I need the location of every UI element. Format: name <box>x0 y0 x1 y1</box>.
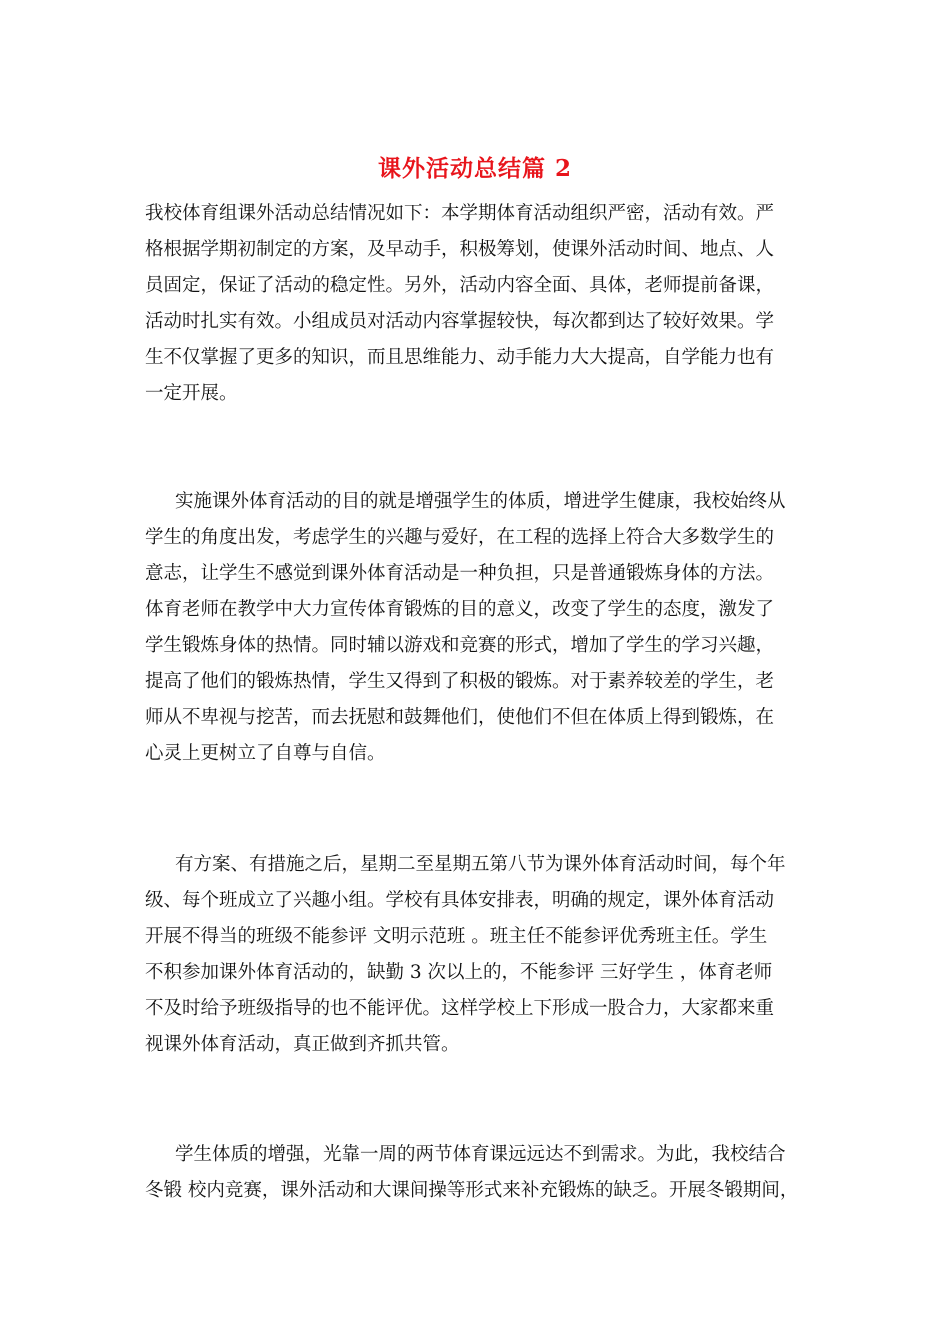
paragraph-line: 学生体质的增强，光靠一周的两节体育课远远达不到需求。为此，我校结合 <box>175 1144 786 1165</box>
paragraph-line: 不积参加课外体育活动的，缺勤 3 次以上的，不能参评 三好学生 ，体育老师 <box>145 962 773 983</box>
document-title: 课外活动总结篇 2 <box>377 155 572 182</box>
paragraph-line: 开展不得当的班级不能参评 文明示范班 。班主任不能参评优秀班主任。学生 <box>145 926 768 947</box>
paragraph-line: 活动时扎实有效。小组成员对活动内容掌握较快，每次都到达了较好效果。学 <box>145 311 775 332</box>
paragraph-line: 学生的角度出发，考虑学生的兴趣与爱好，在工程的选择上符合大多数学生的 <box>145 527 775 548</box>
paragraph-line: 意志，让学生不感觉到课外体育活动是一种负担，只是普通锻炼身体的方法。 <box>145 563 775 584</box>
paragraph-line: 格根据学期初制定的方案，及早动手，积极筹划，使课外活动时间、地点、人 <box>145 239 775 260</box>
paragraph-line: 实施课外体育活动的目的就是增强学生的体质，增进学生健康，我校始终从 <box>175 491 786 512</box>
paragraph-line: 员固定，保证了活动的稳定性。另外，活动内容全面、具体，老师提前备课， <box>145 275 775 296</box>
paragraph-line: 不及时给予班级指导的也不能评优。这样学校上下形成一股合力，大家都来重 <box>145 998 775 1019</box>
paragraph-3 <box>145 847 815 1063</box>
paragraph-line: 师从不卑视与挖苦，而去抚慰和鼓舞他们，使他们不但在体质上得到锻炼，在 <box>145 707 775 728</box>
paragraph-line: 体育老师在教学中大力宣传体育锻炼的目的意义，改变了学生的态度，激发了 <box>145 599 775 620</box>
paragraph-line: 冬锻 校内竞赛，课外活动和大课间操等形式来补充锻炼的缺乏。开展冬锻期间， <box>145 1180 799 1201</box>
paragraph-line: 心灵上更树立了自尊与自信。 <box>145 743 386 764</box>
paragraph-line: 生不仅掌握了更多的知识，而且思维能力、动手能力大大提高，自学能力也有 <box>145 347 775 368</box>
paragraph-1 <box>145 196 815 412</box>
paragraph-4 <box>145 1137 815 1209</box>
paragraph-line: 视课外体育活动，真正做到齐抓共管。 <box>145 1034 460 1055</box>
paragraph-2 <box>145 484 815 772</box>
paragraph-line: 有方案、有措施之后，星期二至星期五第八节为课外体育活动时间，每个年 <box>175 854 786 875</box>
paragraph-line: 提高了他们的锻炼热情，学生又得到了积极的锻炼。对于素养较差的学生，老 <box>145 671 775 692</box>
paragraph-line: 学生锻炼身体的热情。同时辅以游戏和竞赛的形式，增加了学生的学习兴趣， <box>145 635 775 656</box>
paragraph-line: 我校体育组课外活动总结情况如下：本学期体育活动组织严密，活动有效。严 <box>145 203 775 224</box>
paragraph-line: 级、每个班成立了兴趣小组。学校有具体安排表，明确的规定，课外体育活动 <box>145 890 775 911</box>
paragraph-line: 一定开展。 <box>145 383 238 404</box>
